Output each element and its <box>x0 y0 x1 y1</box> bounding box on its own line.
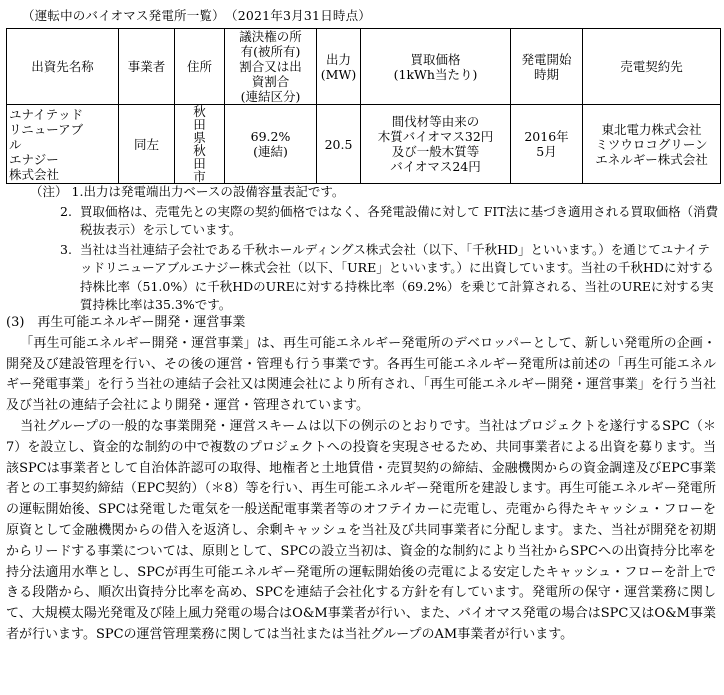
table-row <box>7 105 721 184</box>
cell-output: 20.5 <box>317 105 361 184</box>
section-paragraph: 「再生可能エネルギー開発・運営事業」は、再生可能エネルギー発電所のデベロッパーとして、新しい発電所の企画・開発及び建設管理を行い、その後の運営・管理も行う事業です。各再生可能エネルギー発電所は前述の「再生可能エネルギー発電事業」を行う当社の連結子会社又は関連会社により所有され、「再生可能エネルギー開発・運営事業」を行う当社及び当社の連結子会社により開発・運営・管理されています。 <box>6 335 716 414</box>
cell-operator: 同左 <box>119 105 175 184</box>
cell-voting-ratio: 69.2% (連結) <box>225 105 317 184</box>
section-paragraph: 当社グループの一般的な事業開発・運営スキームは以下の例示のとおりです。当社はプロジェクトを遂行するSPC（＊7）を設立し、資金的な制約の中で複数のプロジェクトへの投資を実現させるため、共同事業者による出資を募ります。当該SPCは事業者として自治体許認可の取得、地権者と土地賃借・売買契約の締結、金融機関からの資金調達及びEPC事業者との工事契約締結（EPC契約）（＊8）等を行い、再生可能エネルギー発電所を建設します。再生可能エネルギー発電所の運転開始後、SPCは発電した電気を一般送配電事業者等のオフテイカーに売電し、売電から得たキャッシュ・フローを原資として金融機関からの借入を返済し、余剰キャッシュを当社及び共同事業者に分配します。また、当社が開発を初期からリードする事業については、原則として、SPCの設立当初は、資金的な制約により当社からSPCへの出資持分比率を持分法適用水準とし、SPCが再生可能エネルギー発電所の運転開始後の売電による安定したキャッシュ・フローを計上できる段階から、順次出資持分比率を高め、SPCを連結子会社化する方針を有しています。発電所の保守・運営業務に関して、大規模太陽光発電及び陸上風力発電の場合はO&M事業者が行い、また、バイオマス発電の場合はSPC又はO&M事業者が行います。SPCの運営管理業務に関しては当社または当社グループのAM事業者が行います。 <box>6 418 717 642</box>
table-notes <box>30 183 720 316</box>
section-heading: (3) 再生可能エネルギー開発・運営事業 <box>6 315 246 330</box>
biomass-plant-table <box>6 28 721 184</box>
note-number: 2. <box>60 203 72 219</box>
note-number: 1. <box>71 184 84 199</box>
cell-address: 秋 田 県 秋 田 市 <box>175 105 225 184</box>
renewable-development-section <box>6 313 716 646</box>
header-start-period: 発電開始 時期 <box>511 29 583 105</box>
cell-buyer: 東北電力株式会社 ミツウロコグリーン エネルギー株式会社 <box>583 105 721 184</box>
header-company: 出資先名称 <box>7 29 119 105</box>
table-header-row <box>7 29 721 105</box>
note-item <box>30 183 720 202</box>
header-purchase-price: 買取価格 (1kWh当たり) <box>361 29 511 105</box>
cell-company: ユナイテッド リニューアブ ル エナジー 株式会社 <box>7 105 119 184</box>
notes-label: （注） <box>30 184 68 199</box>
cell-start-period: 2016年 5月 <box>511 105 583 184</box>
header-voting-ratio: 議決権の所 有(被所有) 割合又は出 資割合 (連結区分) <box>225 29 317 105</box>
note-text: 買取価格は、売電先との実際の契約価格ではなく、各発電設備に対して FIT法に基づき適用される買取価格（消費税抜表示）を示しています。 <box>80 203 719 237</box>
header-address: 住所 <box>175 29 225 105</box>
table-caption: （運転中のバイオマス発電所一覧） （2021年3月31日時点） <box>22 8 371 23</box>
header-buyer: 売電契約先 <box>583 29 721 105</box>
note-text: 出力は発電端出力ベースの設備容量表記です。 <box>83 184 345 199</box>
cell-purchase-price: 間伐材等由来の 木質バイオマス32円 及び一般木質等 バイオマス24円 <box>361 105 511 184</box>
header-output: 出力 (MW) <box>317 29 361 105</box>
note-item <box>30 241 720 315</box>
note-number: 3. <box>60 241 72 257</box>
note-text: 当社は当社連結子会社である千秋ホールディングス株式会社（以下、「千秋HD」といいます。）を通じてユナイテッドリニューアブルエナジー株式会社（以下、「URE」といいます。）に出資しています。当社の千秋HDに対する持株比率（51.0%）に千秋HDのUREに対する持株比率（69.2%）を乗じて計算される、当社のUREに対する実質持株比率は35.3%です。 <box>80 241 714 312</box>
header-operator: 事業者 <box>119 29 175 105</box>
note-item <box>30 203 720 240</box>
